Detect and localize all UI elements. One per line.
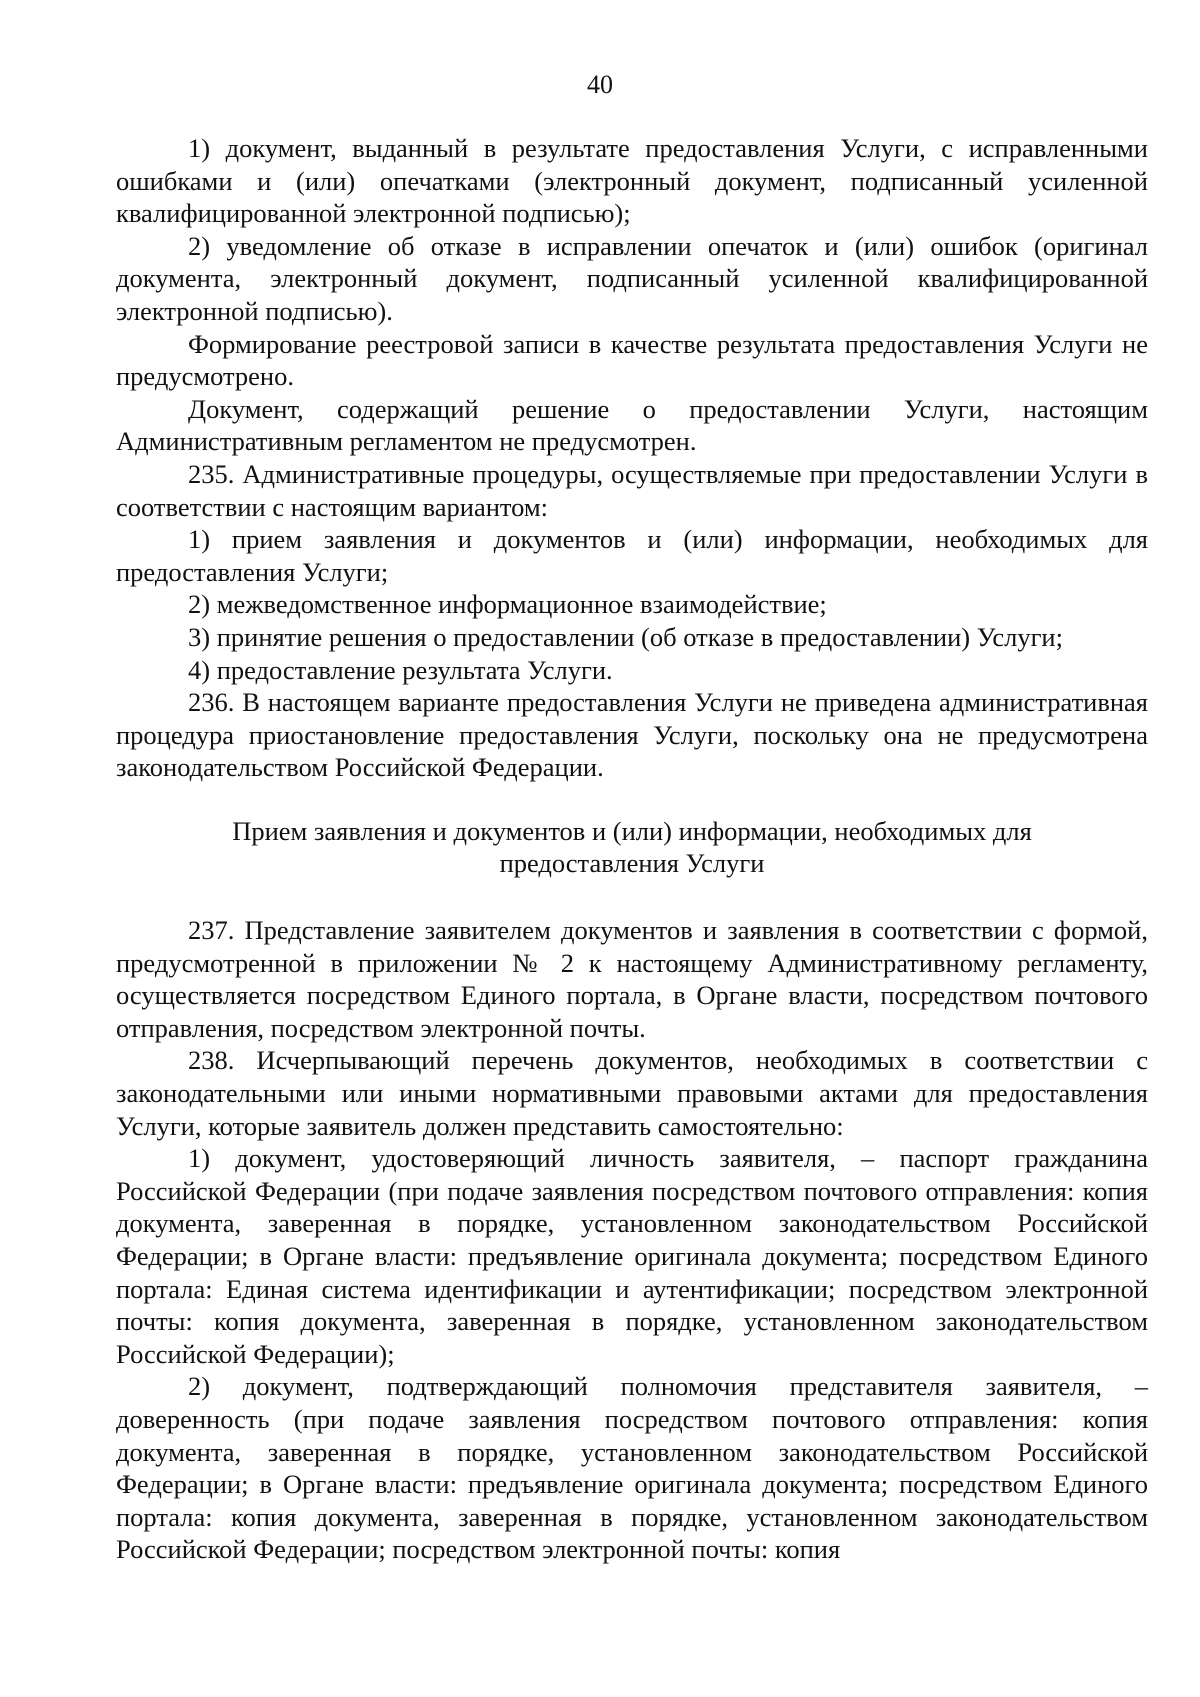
paragraph: 2) уведомление об отказе в исправлении опечаток и (или) ошибок (оригинал документа, электронный документ, подписанный усиленной квалифицированной электронной подписью). <box>116 230 1148 326</box>
paragraph: 3) принятие решения о предоставлении (об отказе в предоставлении) Услуги; <box>188 621 1063 652</box>
paragraph: 1) прием заявления и документов и (или) информации, необходимых для предоставления Услуги; <box>116 524 1148 587</box>
section-heading: Прием заявления и документов и (или) информации, необходимых для предоставления Услуги <box>232 815 1032 879</box>
paragraph: Формирование реестровой записи в качестве результата предоставления Услуги не предусмотрено. <box>116 328 1148 392</box>
paragraph: 236. В настоящем варианте предоставления Услуги не приведена административная процедура приостановление предоставления Услуги, поскольку она не предусмотрена законодательством Российской Федерации. <box>116 687 1148 783</box>
paragraph: 2) документ, подтверждающий полномочия представителя заявителя, – доверенность (при подаче заявления посредством почтового отправления: копия документа, заверенная в порядке, установленном законодательством Российской Федерации; в Органе власти: предъявление оригинала документа; посредством Единого портала: копия документа, заверенная в порядке, установленном законодательством Российской Федерации; посредством электронной почты: копия <box>116 1371 1148 1565</box>
paragraph: 1) документ, выданный в результате предоставления Услуги, с исправленными ошибками и (или) опечатками (электронный документ, подписанный усиленной квалифицированной электронной подписью); <box>116 133 1148 229</box>
paragraph: Документ, содержащий решение о предоставлении Услуги, настоящим Административным регламентом не предусмотрен. <box>116 393 1148 457</box>
paragraph: 1) документ, удостоверяющий личность заявителя, – паспорт гражданина Российской Федерации (при подаче заявления посредством почтового отправления: копия документа, заверенная в порядке, установленном законодательством Российской Федерации; в Органе власти: предъявление оригинала документа; посредством Единого портала: Единая система идентификации и аутентификации; посредством электронной почты: копия документа, заверенная в порядке, установленном законодательством Российской Федерации); <box>116 1143 1148 1369</box>
paragraph: 235. Административные процедуры, осуществляемые при предоставлении Услуги в соответствии с настоящим вариантом: <box>116 458 1148 522</box>
paragraph: 238. Исчерпывающий перечень документов, необходимых в соответствии с законодательными или иными нормативными правовыми актами для предоставления Услуги, которые заявитель должен представить самостоятельно: <box>116 1045 1148 1141</box>
paragraph: 237. Представление заявителем документов и заявления в соответствии с формой, предусмотренной в приложении № 2 к настоящему Административному регламенту, осуществляется посредством Единого портала, в Органе власти, посредством почтового отправления, посредством электронной почты. <box>116 915 1148 1043</box>
page-number: 40 <box>587 70 613 99</box>
paragraph: 2) межведомственное информационное взаимодействие; <box>188 589 827 620</box>
paragraph: 4) предоставление результата Услуги. <box>188 654 613 685</box>
document-body <box>116 132 1148 1566</box>
